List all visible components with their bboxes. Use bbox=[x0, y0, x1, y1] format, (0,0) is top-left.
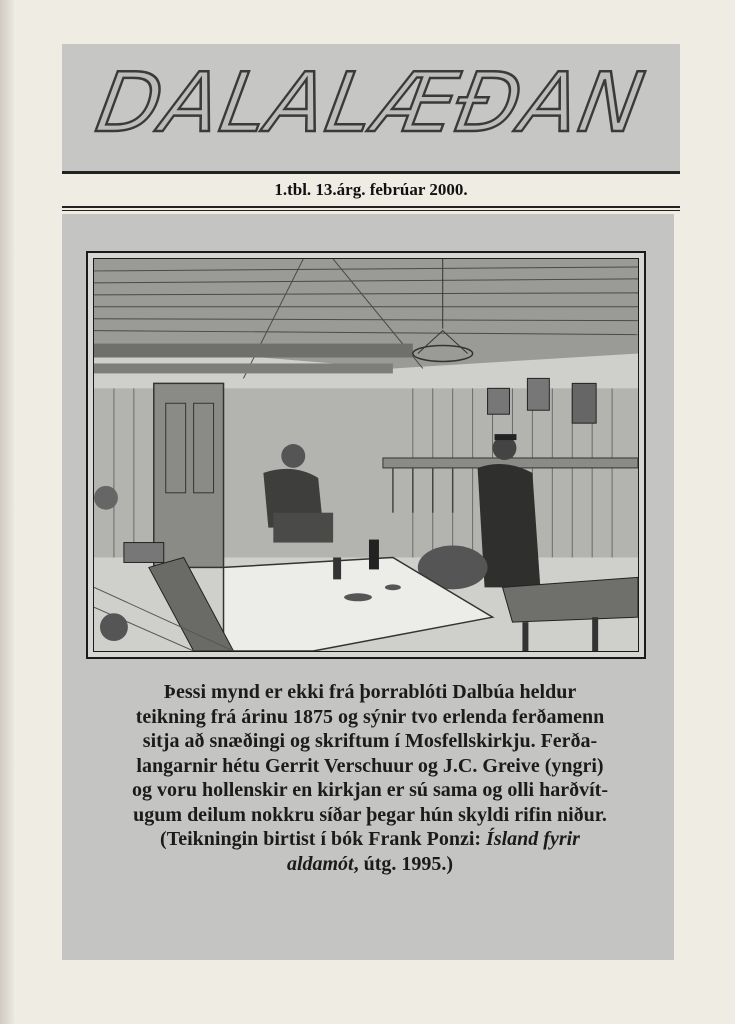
illustration-frame bbox=[86, 251, 646, 659]
caption-line: teikning frá árinu 1875 og sýnir tvo erlenda ferðamenn bbox=[135, 705, 605, 728]
church-interior-engraving bbox=[93, 258, 639, 652]
issue-line: 1.tbl. 13.árg. febrúar 2000. bbox=[274, 180, 468, 199]
masthead bbox=[62, 44, 680, 172]
caption-line: sitja að snæðingi og skriftum í Mosfellskirkju. Ferða- bbox=[142, 730, 598, 752]
caption-line: langarnir hétu Gerrit Verschuur og J.C. Greive (yngri) bbox=[136, 754, 604, 777]
engraving-drawing bbox=[94, 259, 638, 651]
caption-credit-line-2 bbox=[80, 852, 660, 877]
issue-rule-bottom bbox=[62, 210, 680, 211]
caption-credit-line bbox=[80, 827, 660, 852]
caption-line: ugum deilum nokkru síðar þegar hún skyldi rifin niður. bbox=[133, 803, 607, 826]
book-title-part1: Ísland fyrir bbox=[486, 828, 580, 850]
credit-suffix: , útg. 1995.) bbox=[353, 852, 454, 875]
credit-prefix: (Teikningin birtist í bók Frank Ponzi: bbox=[160, 828, 487, 850]
caption-line: og voru hollenskir en kirkjan er sú sama og olli harðvít- bbox=[132, 779, 608, 801]
cover-caption bbox=[80, 680, 660, 876]
newsletter-title: DALALÆÐAN bbox=[89, 56, 653, 151]
book-title-part2: aldamót bbox=[286, 852, 354, 875]
page-edge-shadow bbox=[0, 0, 14, 1024]
masthead-rule bbox=[62, 171, 680, 174]
issue-rule-top bbox=[62, 206, 680, 208]
caption-line: Þessi mynd er ekki frá þorrablóti Dalbúa heldur bbox=[163, 681, 577, 703]
